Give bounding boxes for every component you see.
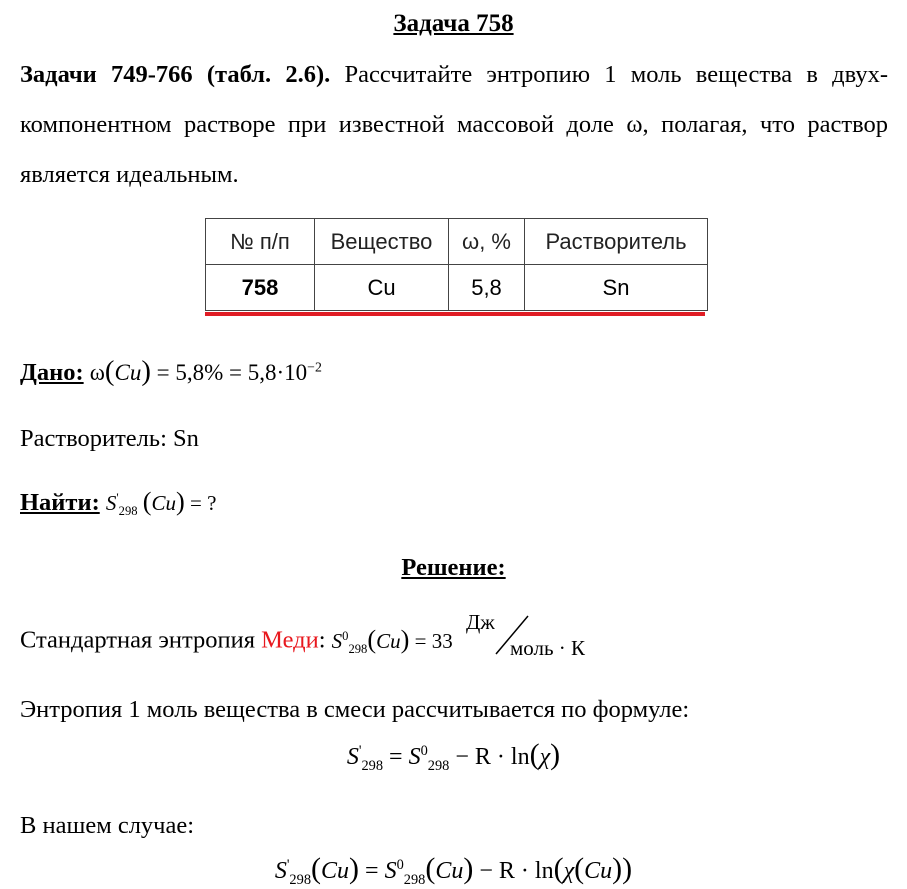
find-line — [20, 487, 216, 519]
our-case-line: В нашем случае: — [20, 812, 195, 839]
solvent-line: Растворитель: Sn — [20, 425, 199, 452]
cell-number: 758 — [206, 265, 315, 311]
problem-statement — [20, 50, 888, 200]
unit-denominator: моль · К — [509, 636, 586, 660]
formula-intro: Энтропия 1 моль вещества в смеси рассчитывается по формуле: — [20, 696, 690, 723]
table-header-row — [206, 219, 708, 265]
substance-highlight: Меди — [261, 626, 319, 654]
data-table — [205, 218, 708, 311]
given-line — [20, 355, 322, 388]
std-entropy-formula: $S^0_{298}(Cu) = 33$ — [331, 624, 453, 656]
cell-substance: Cu — [315, 265, 449, 311]
col-header-number: № п/п — [206, 219, 315, 265]
col-header-omega: ω, % — [449, 219, 525, 265]
find-label: Найти: — [20, 489, 100, 516]
unit-fraction — [458, 610, 586, 662]
std-entropy-line: Стандартная энтропия Меди: $S^0_{298}(Cu) = 33$ Дж моль · К — [20, 610, 586, 660]
given-formula: $\omega(Cu) = 5,8\% = 5,8\cdot 10^{-2}$ — [89, 355, 322, 387]
table-underline — [205, 312, 705, 316]
formula-general: $S'_{298} = S^0_{298} - R \cdot \ln(\chi)$ — [346, 738, 561, 774]
col-header-solvent: Растворитель — [525, 219, 708, 265]
cell-omega: 5,8 — [449, 265, 525, 311]
find-formula: $S'_{298}$ (Cu) = ? — [105, 487, 217, 519]
formula-specific: $S'_{298}(Cu) = S^0_{298}(Cu) - R \cdot \ln(\chi(Cu))$ — [274, 852, 633, 888]
unit-numerator: Дж — [465, 610, 495, 634]
cell-solvent: Sn — [525, 265, 708, 311]
table-row — [206, 265, 708, 311]
given-label: Дано: — [20, 359, 84, 386]
col-header-substance: Вещество — [315, 219, 449, 265]
problem-range: Задачи 749-766 (табл. 2.6). — [20, 61, 331, 88]
page-title: Задача 758 — [393, 10, 514, 37]
problem-text: Рассчитайте энтропию 1 моль вещества в двух-компонентном растворе при известной массовой доле ω, полагая, что раствор является идеальным. — [20, 61, 888, 188]
solution-heading: Решение: — [401, 554, 506, 581]
